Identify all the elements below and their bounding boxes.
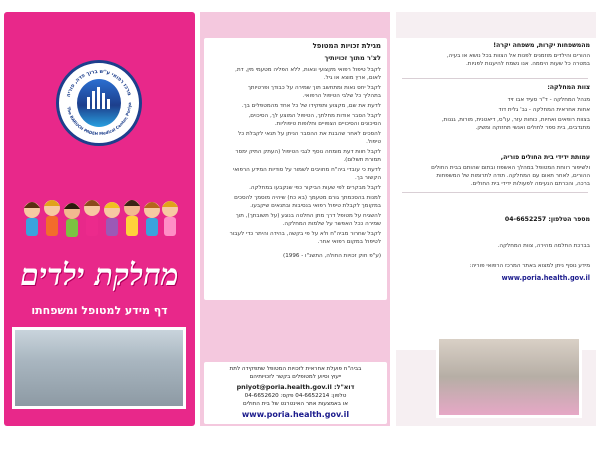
rights-item: לדעת כי עובדי ביה"ח מחויבים לשמור על סודיות המידע הרפואי — [232, 167, 381, 173]
wish-text: בברכת החלמה מהירה, צוות המחלקה. — [497, 243, 590, 249]
intro-line: ההורים והילדים מוזמנים לפנות אל הצוות בכל נושא או בעיה, — [446, 53, 590, 59]
staff-line: מתנדבים, בית ספר לחולים ואנשי תחזוקה ומשק. — [475, 125, 590, 131]
rights-item: לקבל הסבר אודות מחלתך, הטיפול המוצע לך, הסיכוים, — [248, 113, 381, 119]
web-note: מידע נוסף ניתן למצוא באתר המרכז הרפואי פוריה: — [469, 263, 590, 269]
hospital-logo — [56, 60, 142, 146]
rights-item: לקבל שחרור מביה"ח ולא על פי בקשה, בהידה והיתר כדי לעבור — [229, 231, 381, 237]
doctor-child-photo — [436, 336, 582, 418]
ward-info-box — [396, 38, 596, 350]
rights-item: להשגיח על מטופל דרך מתן החלטה בנוגע (על תשובתך), תוך — [235, 213, 381, 219]
contact-line: ייעוץ וסיוע למטופלים בקשר לזכויותיהם — [249, 374, 342, 380]
middle-panel — [200, 12, 390, 426]
cover-title: מחלקת ילדים — [20, 258, 179, 293]
rights-box — [204, 38, 387, 300]
staff-title: צוות המחלקה: — [547, 84, 590, 91]
contact-phone: טלפון: 04-6652214 פקס: 04-6652620 — [244, 393, 347, 399]
friends-title: עמותת ידידי בית החולים פוריה, — [500, 154, 590, 161]
logo-emblem-icon — [77, 79, 121, 127]
patient-rights-contact — [204, 362, 387, 424]
rights-item: לטיפול במקום רפואי אחר. — [317, 239, 381, 245]
rights-item: תמורת תשלום). — [343, 157, 381, 163]
rights-title: מגילת זכויות המטופל — [312, 42, 381, 50]
intro-line: במטרה כל שעות היממה. אנו נשמח להיענות לפניות. — [466, 61, 590, 67]
law-note: (ע"פ חוק זכויות החולה, התשנ"ו - 1996) — [283, 253, 381, 259]
rights-item: לאום, ארץ מוצא או גיל. — [323, 75, 381, 81]
divider — [402, 78, 588, 79]
rights-item: להסכים לאחר שהבנת את ההסבר הניתן על תנאי לקבלת כל — [238, 131, 381, 137]
staff-line: בצוות רופאים ואחיות, כוחות עזר, עו"ס, דיאטנית, מורות, גננות, — [441, 117, 590, 123]
rights-item: טיפול. — [366, 139, 381, 145]
rights-item: לדעת את שם, מקצוע ותפקידו של כל אחד מהמטפלים בך. — [241, 103, 381, 109]
logo-text-bottom: The BARUCH PADEH Medical Center, Poriya — [66, 102, 133, 137]
children-illustration — [20, 194, 180, 248]
rights-item: במקומך לקבלת טיפול רפואי בנסיבות ובתנאים שיקבעו. — [250, 203, 381, 209]
contact-email[interactable]: דוא"ל: pniyot@poria.health.gov.il — [236, 383, 355, 391]
rights-item: לקבל מבקרים לפי שעות הביקור כפי שנקבעו במחלקה. — [249, 185, 381, 191]
contact-website-link[interactable]: www.poria.health.gov.il — [241, 410, 350, 419]
contact-line: בביה"ח פועלת אחראית לזכויות המטופל שתפקידה לתת — [229, 366, 362, 372]
cover-panel — [4, 12, 195, 426]
rights-item: לקבל יחס נאות ומתחשב תוך שמירה על כבודך ופרטיותך — [247, 85, 381, 91]
staff-line: מנהל המחלקה - ד"ר סעיד אבו זיד — [507, 97, 590, 103]
rights-item: לקבל טיפול רפואי מקצועי ונאות, ללא הפליה מטעמי מין, דת, — [235, 67, 381, 73]
divider — [402, 192, 588, 193]
right-panel — [396, 12, 596, 426]
rights-item: בתהליך כל שלבי הטיפול הרפואי. — [302, 93, 381, 99]
friends-line: ולשיפור רווחת המטופל במהלך האשפוז ובתום שהותם בבית החולים — [431, 165, 590, 171]
ward-phone: מספר הטלפון: 04-6652257 — [504, 216, 590, 223]
rights-item: לקבל חוות דעת מומחה נוסף לגבי הטיפול (העתק התיק ימסר — [235, 149, 381, 155]
rights-item: למנות בהסכמתך גורם מטעמך (בא כח) שיהיה מוסמך להסכים — [234, 195, 381, 201]
intro-heading: מהמשפחות יקרות, משפחה יקרה! — [493, 42, 590, 49]
rights-item: שמירה ככל האפשר על שלמות המחלקה. — [282, 221, 381, 227]
contact-line: או באמצעות אתר האינטרנט של בית החולים — [242, 401, 349, 407]
friends-line: ברכה, והכרתם הנעימה לפעולות ידידי בית החולים. — [470, 181, 590, 187]
rights-subtitle: לצ'ר מתוך זכויותיך — [324, 54, 381, 62]
logo-text-top: מרכז רפואי ע"ש ברוך פדה, פוריה — [65, 68, 133, 98]
cover-subtitle: דף מידע למטופל ומשפחתו — [31, 304, 168, 317]
friends-line: ההורים, לאחר תאום עם המחלקה. תודה לתרומות של המשפחות — [436, 173, 590, 179]
rights-item: הסיכונים והסיכויים הצפויים וחלופות טיפוליות. — [274, 121, 381, 127]
staff-line: אחות אחראית המחלקה - גב' גלית דוד — [498, 107, 590, 113]
ward-photo — [12, 327, 186, 409]
rights-item: הקשור בך. — [354, 175, 381, 181]
website-link[interactable]: www.poria.health.gov.il — [501, 274, 590, 282]
